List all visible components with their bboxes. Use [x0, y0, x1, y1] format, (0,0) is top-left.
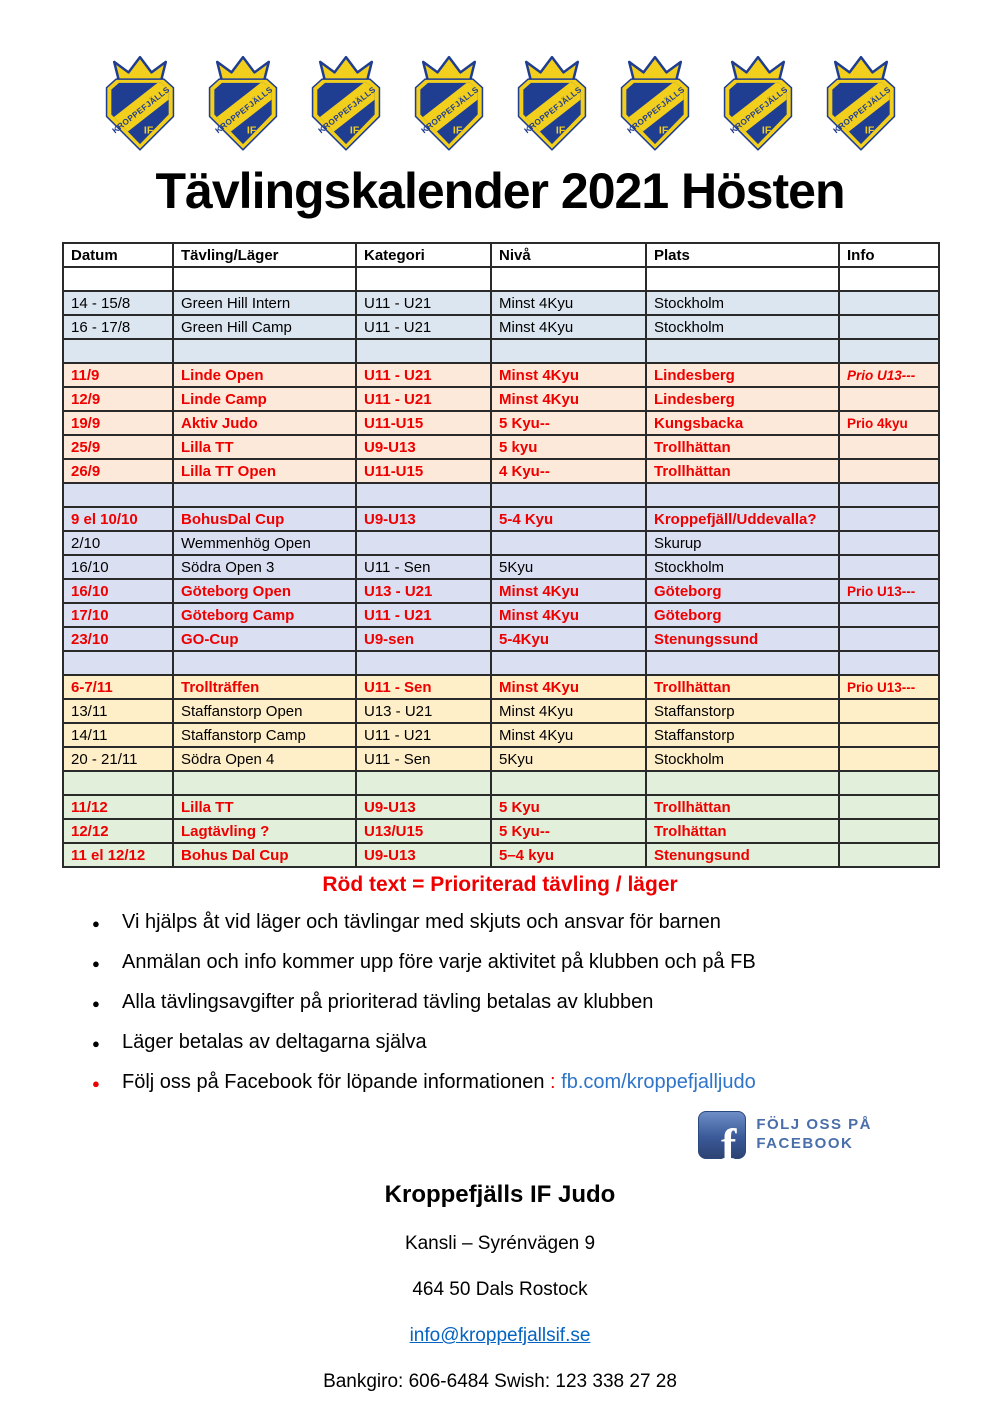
facebook-badge-line2: FACEBOOK [756, 1135, 854, 1152]
cell-date: 11/9 [63, 363, 173, 387]
cell-level: 5 Kyu-- [491, 819, 646, 843]
cell-category: U9-sen [356, 627, 491, 651]
note-item [92, 911, 1000, 934]
cell-date [63, 771, 173, 795]
table-row [63, 723, 939, 747]
cell-place [646, 483, 839, 507]
col-header-tavling: Tävling/Läger [173, 243, 356, 267]
cell-info [839, 387, 939, 411]
cell-info [839, 435, 939, 459]
table-row [63, 363, 939, 387]
cell-date: 12/9 [63, 387, 173, 411]
cell-level: 5Kyu [491, 747, 646, 771]
cell-category: U11 - U21 [356, 603, 491, 627]
notes-list [92, 911, 1000, 1094]
table-row [63, 747, 939, 771]
cell-category: U9-U13 [356, 843, 491, 867]
table-row [63, 627, 939, 651]
calendar-table-body [63, 267, 939, 867]
cell-level: Minst 4Kyu [491, 387, 646, 411]
table-row [63, 795, 939, 819]
club-logo [406, 54, 492, 152]
cell-date [63, 483, 173, 507]
cell-place: Kroppefjäll/Uddevalla? [646, 507, 839, 531]
cell-event: Lilla TT [173, 435, 356, 459]
cell-category: U11 - Sen [356, 555, 491, 579]
club-logo [303, 54, 389, 152]
cell-category: U9-U13 [356, 507, 491, 531]
table-row [63, 819, 939, 843]
bullet-icon: ● [92, 956, 100, 971]
cell-place: Trollhättan [646, 435, 839, 459]
cell-level [491, 651, 646, 675]
cell-event: Lagtävling ? [173, 819, 356, 843]
cell-category: U11 - U21 [356, 387, 491, 411]
cell-event: Aktiv Judo [173, 411, 356, 435]
club-logo [97, 54, 183, 152]
table-row [63, 507, 939, 531]
cell-date: 25/9 [63, 435, 173, 459]
note-text: Vi hjälps åt vid läger och tävlingar med skjuts och ansvar för barnen [122, 911, 721, 933]
cell-event [173, 651, 356, 675]
cell-event: Linde Open [173, 363, 356, 387]
cell-place: Skurup [646, 531, 839, 555]
cell-info [839, 723, 939, 747]
cell-date: 16/10 [63, 555, 173, 579]
cell-event: GO-Cup [173, 627, 356, 651]
table-row [63, 267, 939, 291]
cell-place: Staffanstorp [646, 723, 839, 747]
table-row [63, 339, 939, 363]
cell-date: 9 el 10/10 [63, 507, 173, 531]
col-header-info: Info [839, 243, 939, 267]
cell-date: 16/10 [63, 579, 173, 603]
footer [0, 1181, 1000, 1393]
cell-place: Stenungssund [646, 627, 839, 651]
table-row [63, 579, 939, 603]
cell-event: Södra Open 4 [173, 747, 356, 771]
cell-info [839, 267, 939, 291]
bullet-icon: ● [92, 916, 100, 931]
cell-event: Staffanstorp Open [173, 699, 356, 723]
note-text: Alla tävlingsavgifter på prioriterad tävling betalas av klubben [122, 991, 654, 1013]
table-row [63, 387, 939, 411]
note-item [92, 951, 1000, 974]
cell-date: 6-7/11 [63, 675, 173, 699]
cell-category: U11 - Sen [356, 747, 491, 771]
cell-info [839, 819, 939, 843]
cell-level: Minst 4Kyu [491, 315, 646, 339]
cell-category [356, 531, 491, 555]
cell-place: Trollhättan [646, 795, 839, 819]
cell-info [839, 555, 939, 579]
cell-level [491, 771, 646, 795]
cell-category [356, 339, 491, 363]
cell-event: Green Hill Camp [173, 315, 356, 339]
cell-info: Prio 4kyu [839, 411, 939, 435]
note-text: Anmälan och info kommer upp före varje aktivitet på klubben och på FB [122, 951, 756, 973]
cell-place: Göteborg [646, 579, 839, 603]
cell-place: Lindesberg [646, 387, 839, 411]
address-line2: 464 50 Dals Rostock [412, 1279, 588, 1300]
cell-level: 5-4 Kyu [491, 507, 646, 531]
cell-category: U9-U13 [356, 435, 491, 459]
cell-place: Stockholm [646, 747, 839, 771]
cell-event: Linde Camp [173, 387, 356, 411]
cell-info [839, 843, 939, 867]
cell-level: Minst 4Kyu [491, 699, 646, 723]
cell-place [646, 651, 839, 675]
table-row [63, 843, 939, 867]
cell-info [839, 531, 939, 555]
cell-level: 4 Kyu-- [491, 459, 646, 483]
calendar-table [62, 242, 940, 868]
cell-level [491, 483, 646, 507]
note-item [92, 1031, 1000, 1054]
cell-category [356, 483, 491, 507]
cell-info [839, 315, 939, 339]
club-logo [612, 54, 698, 152]
cell-info [839, 699, 939, 723]
cell-info [839, 651, 939, 675]
cell-date: 14/11 [63, 723, 173, 747]
cell-place [646, 339, 839, 363]
cell-date: 13/11 [63, 699, 173, 723]
cell-info [839, 291, 939, 315]
cell-event: Lilla TT [173, 795, 356, 819]
table-row [63, 771, 939, 795]
table-row [63, 459, 939, 483]
note-separator: : [544, 1071, 562, 1093]
logo-row [0, 54, 1000, 152]
cell-date: 19/9 [63, 411, 173, 435]
cell-place: Stockholm [646, 555, 839, 579]
address-line1: Kansli – Syrénvägen 9 [404, 1233, 596, 1254]
note-text: Följ oss på Facebook för löpande informationen [122, 1071, 545, 1093]
facebook-badge[interactable] [698, 1111, 872, 1170]
cell-event: Göteborg Open [173, 579, 356, 603]
table-row [63, 531, 939, 555]
cell-place: Göteborg [646, 603, 839, 627]
cell-level: 5 kyu [491, 435, 646, 459]
cell-place: Stockholm [646, 291, 839, 315]
cell-category: U11 - Sen [356, 675, 491, 699]
cell-date: 20 - 21/11 [63, 747, 173, 771]
cell-level: 5 Kyu [491, 795, 646, 819]
cell-event: BohusDal Cup [173, 507, 356, 531]
cell-date: 17/10 [63, 603, 173, 627]
cell-info [839, 507, 939, 531]
facebook-badge-text [756, 1116, 872, 1154]
cell-category: U13/U15 [356, 819, 491, 843]
cell-place: Trollhättan [646, 675, 839, 699]
cell-place [646, 267, 839, 291]
table-row [63, 603, 939, 627]
col-header-plats: Plats [646, 243, 839, 267]
table-row [63, 291, 939, 315]
cell-date: 14 - 15/8 [63, 291, 173, 315]
club-logo [509, 54, 595, 152]
cell-level: 5-4Kyu [491, 627, 646, 651]
cell-category: U13 - U21 [356, 699, 491, 723]
cell-place: Staffanstorp [646, 699, 839, 723]
note-text: Läger betalas av deltagarna själva [122, 1031, 427, 1053]
cell-category: U11 - U21 [356, 363, 491, 387]
table-row [63, 675, 939, 699]
cell-date [63, 339, 173, 363]
cell-level: Minst 4Kyu [491, 675, 646, 699]
table-row [63, 315, 939, 339]
payment-line: Bankgiro: 606-6484 Swish: 123 338 27 28 [323, 1371, 677, 1392]
club-logo [200, 54, 286, 152]
facebook-icon: f [698, 1111, 746, 1159]
cell-event [173, 483, 356, 507]
facebook-badge-wrap [0, 1111, 1000, 1170]
cell-date: 23/10 [63, 627, 173, 651]
cell-info [839, 795, 939, 819]
cell-info: Prio U13--- [839, 579, 939, 603]
cell-category: U9-U13 [356, 795, 491, 819]
table-row [63, 411, 939, 435]
cell-date: 12/12 [63, 819, 173, 843]
cell-info [839, 627, 939, 651]
table-header-row [63, 243, 939, 267]
table-row [63, 435, 939, 459]
cell-level: Minst 4Kyu [491, 579, 646, 603]
col-header-niva: Nivå [491, 243, 646, 267]
cell-event: Green Hill Intern [173, 291, 356, 315]
cell-event: Södra Open 3 [173, 555, 356, 579]
cell-place: Kungsbacka [646, 411, 839, 435]
cell-place: Stockholm [646, 315, 839, 339]
cell-info [839, 747, 939, 771]
facebook-badge-line1: FÖLJ OSS PÅ [756, 1116, 872, 1134]
cell-event: Trollträffen [173, 675, 356, 699]
cell-event: Bohus Dal Cup [173, 843, 356, 867]
cell-date: 2/10 [63, 531, 173, 555]
cell-date [63, 651, 173, 675]
cell-event: Göteborg Camp [173, 603, 356, 627]
note-item [92, 1071, 1000, 1094]
col-header-datum: Datum [63, 243, 173, 267]
cell-category: U11-U15 [356, 411, 491, 435]
cell-level [491, 267, 646, 291]
cell-level: Minst 4Kyu [491, 723, 646, 747]
table-row [63, 555, 939, 579]
email-link[interactable]: info@kroppefjallsif.se [409, 1325, 591, 1346]
cell-date: 11 el 12/12 [63, 843, 173, 867]
cell-category [356, 651, 491, 675]
cell-level: 5Kyu [491, 555, 646, 579]
cell-place: Lindesberg [646, 363, 839, 387]
table-row [63, 699, 939, 723]
cell-info: Prio U13--- [839, 363, 939, 387]
cell-level: Minst 4Kyu [491, 363, 646, 387]
cell-info: Prio U13--- [839, 675, 939, 699]
page-title: Tävlingskalender 2021 Hösten [155, 163, 845, 219]
cell-level [491, 339, 646, 363]
cell-date: 16 - 17/8 [63, 315, 173, 339]
cell-date: 11/12 [63, 795, 173, 819]
cell-place: Trolhättan [646, 819, 839, 843]
cell-level: Minst 4Kyu [491, 603, 646, 627]
cell-category [356, 771, 491, 795]
cell-event [173, 771, 356, 795]
cell-event [173, 339, 356, 363]
cell-level: 5–4 kyu [491, 843, 646, 867]
cell-category: U11 - U21 [356, 291, 491, 315]
legend-text: Röd text = Prioriterad tävling / läger [322, 873, 678, 896]
cell-category: U11 - U21 [356, 723, 491, 747]
cell-place: Trollhättan [646, 459, 839, 483]
bullet-icon: ● [92, 1036, 100, 1051]
org-name: Kroppefjälls IF Judo [384, 1181, 616, 1208]
cell-info [839, 459, 939, 483]
cell-place: Stenungsund [646, 843, 839, 867]
bullet-icon: ● [92, 996, 100, 1011]
cell-level: Minst 4Kyu [491, 291, 646, 315]
club-logo [715, 54, 801, 152]
cell-category: U11-U15 [356, 459, 491, 483]
cell-event: Wemmenhög Open [173, 531, 356, 555]
cell-level [491, 531, 646, 555]
cell-event: Lilla TT Open [173, 459, 356, 483]
cell-category [356, 267, 491, 291]
cell-category: U13 - U21 [356, 579, 491, 603]
cell-date [63, 267, 173, 291]
cell-info [839, 483, 939, 507]
cell-date: 26/9 [63, 459, 173, 483]
cell-event [173, 267, 356, 291]
facebook-page-link[interactable]: fb.com/kroppefjalljudo [561, 1071, 756, 1093]
cell-place [646, 771, 839, 795]
table-row [63, 483, 939, 507]
cell-info [839, 339, 939, 363]
club-logo [818, 54, 904, 152]
cell-category: U11 - U21 [356, 315, 491, 339]
cell-info [839, 771, 939, 795]
note-item [92, 991, 1000, 1014]
cell-event: Staffanstorp Camp [173, 723, 356, 747]
bullet-icon: ● [92, 1076, 100, 1091]
cell-info [839, 603, 939, 627]
table-row [63, 651, 939, 675]
cell-level: 5 Kyu-- [491, 411, 646, 435]
col-header-kategori: Kategori [356, 243, 491, 267]
